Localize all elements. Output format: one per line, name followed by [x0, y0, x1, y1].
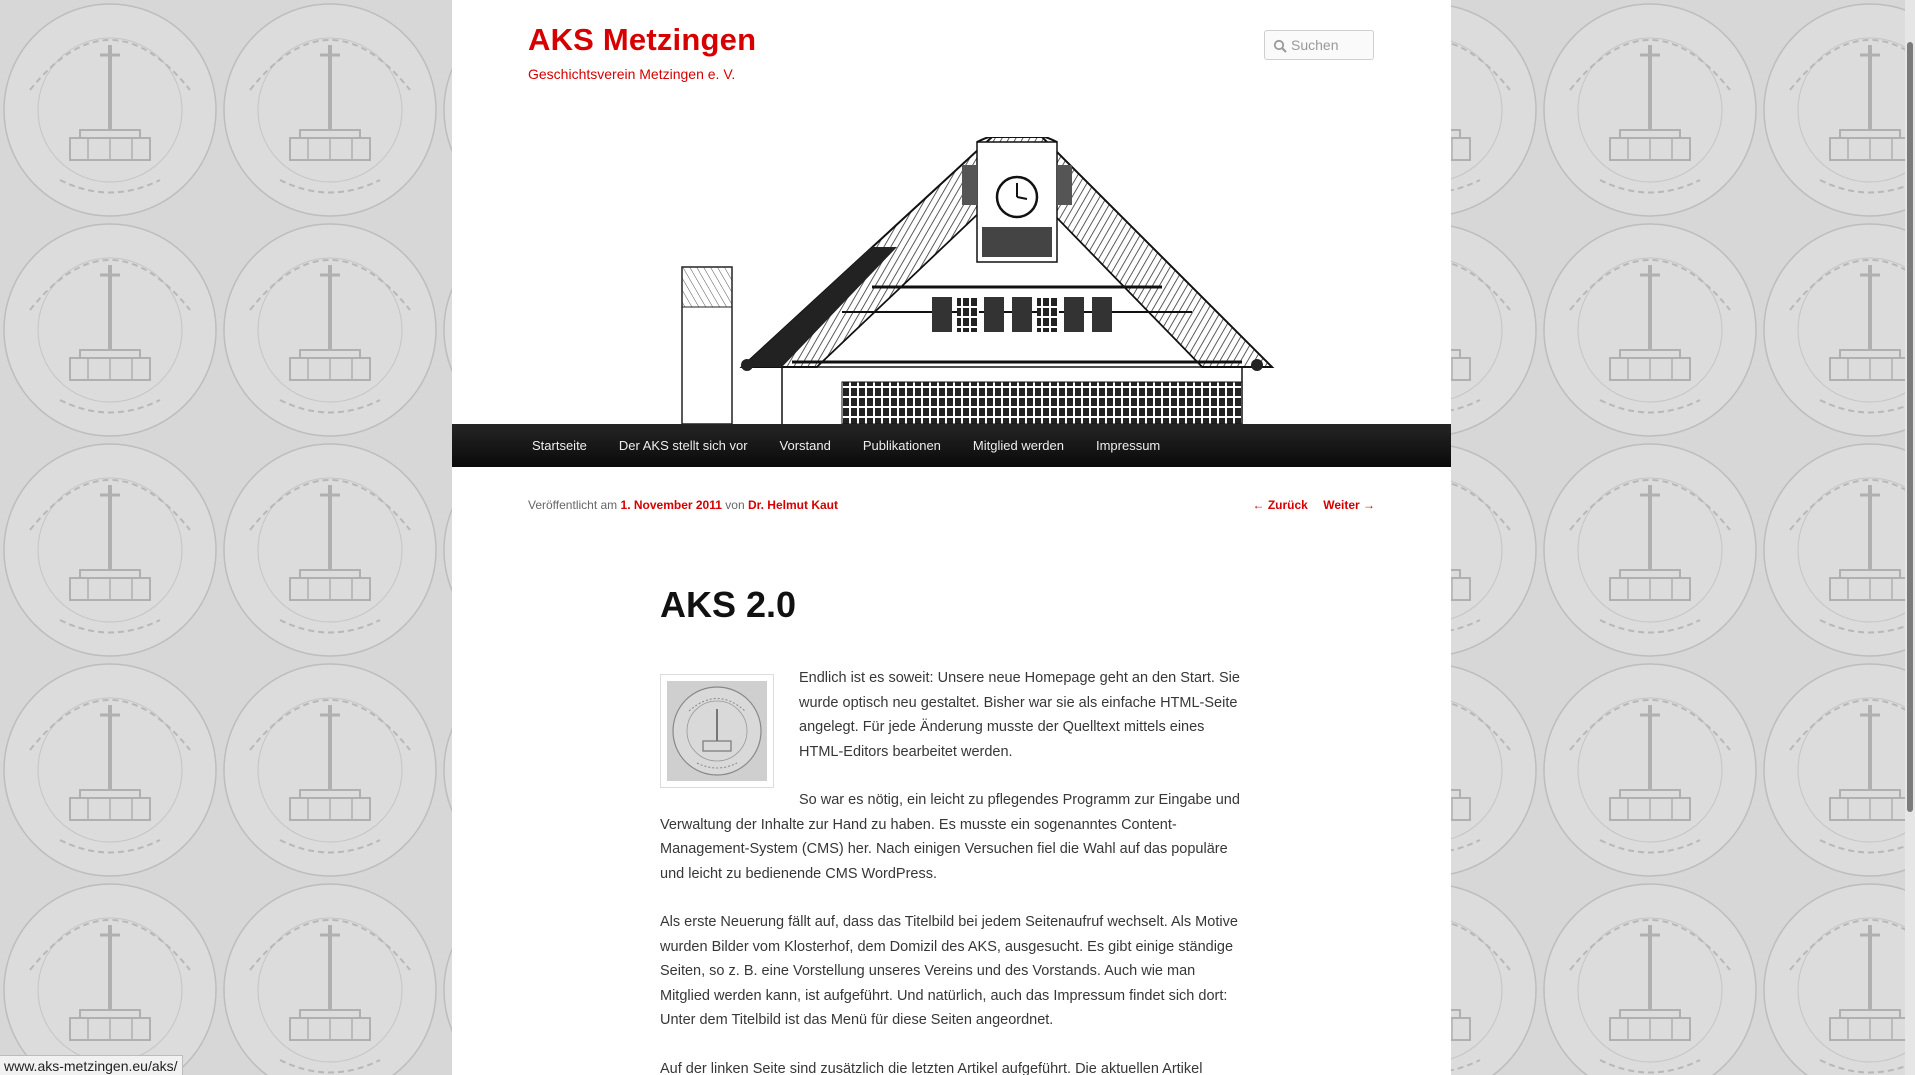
background-seal — [220, 220, 440, 440]
article-thumbnail[interactable] — [660, 674, 774, 788]
site-title[interactable]: AKS Metzingen — [528, 22, 757, 57]
main-navigation — [452, 424, 1451, 467]
background-seal — [1760, 880, 1915, 1075]
nav-item-mitglied-werden[interactable]: Mitglied werden — [972, 438, 1064, 453]
background-seal — [1540, 220, 1760, 440]
background-seal — [1540, 440, 1760, 660]
author-link[interactable]: Dr. Helmut Kaut — [747, 498, 838, 512]
site-tagline: Geschichtsverein Metzingen e. V. — [528, 66, 736, 82]
seal-thumbnail-image — [667, 681, 767, 781]
background-seal — [0, 220, 220, 440]
previous-post-link[interactable]: ← Zurück — [1252, 498, 1308, 512]
background-seal — [0, 440, 220, 660]
author-prefix: von — [725, 498, 745, 512]
entry-meta — [528, 498, 838, 512]
background-seal — [220, 440, 440, 660]
background-seal — [1540, 880, 1760, 1075]
nav-item-startseite[interactable]: Startseite — [532, 438, 587, 453]
nav-item-impressum[interactable]: Impressum — [1095, 438, 1161, 453]
search-input[interactable] — [1291, 35, 1371, 55]
next-post-link[interactable]: Weiter → — [1323, 498, 1375, 512]
nav-item-der-aks-stellt-sich-vor[interactable]: Der AKS stellt sich vor — [618, 438, 748, 453]
background-seal — [1760, 220, 1915, 440]
nav-list — [452, 424, 1451, 467]
background-seal — [220, 0, 440, 220]
nav-item-publikationen[interactable]: Publikationen — [862, 438, 941, 453]
background-seal — [220, 880, 440, 1075]
background-seal — [0, 660, 220, 880]
post-navigation — [1241, 498, 1375, 512]
background-seal — [0, 880, 220, 1075]
building-illustration — [642, 137, 1282, 424]
search-box[interactable] — [1264, 30, 1374, 60]
background-seal — [1540, 0, 1760, 220]
published-prefix: Veröffentlicht am — [528, 498, 618, 512]
post-date-link[interactable]: 1. November 2011 — [620, 498, 722, 512]
page-container — [452, 0, 1451, 1075]
background-seal — [1760, 660, 1915, 880]
header-image — [642, 137, 1282, 424]
article-paragraph: Als erste Neuerung fällt auf, dass das Titelbild bei jedem Seitenaufruf wechselt. Als Motive wurden Bilder vom Klosterhof, dem Domizil des AKS, ausgesucht. Es gibt einige ständige Seiten, so z. B. eine Vorstellung unseres Vereins und des Vorstands. Auch wie man Mitglied werden kann, ist aufgeführt. Und natürlich, auch das Impressum findet sich dort: Unter dem Titelbild ist das Menü für diese Seiten angeordnet. — [660, 914, 1238, 1028]
scrollbar-thumb[interactable] — [1907, 42, 1913, 812]
background-seal — [0, 0, 220, 220]
vertical-scrollbar[interactable] — [1905, 0, 1915, 1075]
article-title: AKS 2.0 — [660, 584, 797, 625]
article-paragraph: So war es nötig, ein leicht zu pflegendes Programm zur Eingabe und Verwaltung der Inhalte zur Hand zu haben. Es musste ein sogenanntes Content-Management-System (CMS) her. Nach einigen Versuchen fiel die Wahl auf das populäre und leicht zu bedienende CMS WordPress. — [660, 792, 1240, 882]
status-bar-url: www.aks-metzingen.eu/aks/ — [0, 1055, 183, 1075]
background-seal — [1760, 0, 1915, 220]
search-icon — [1273, 39, 1287, 53]
article-paragraph: Auf der linken Seite sind zusätzlich die letzten Artikel aufgeführt. Die aktuellen Artikel — [660, 1060, 1203, 1075]
nav-item-vorstand[interactable]: Vorstand — [779, 438, 831, 453]
article-paragraph: Endlich ist es soweit: Unsere neue Homepage geht an den Start. Sie wurde optisch neu gestaltet. Bisher war sie als einfache HTML-Seite angelegt. Für jede Änderung musste der Quelltext mittels eines HTML-Editors bearbeitet werden. — [799, 670, 1240, 760]
background-seal — [220, 660, 440, 880]
background-seal — [1760, 440, 1915, 660]
background-seal — [1540, 660, 1760, 880]
